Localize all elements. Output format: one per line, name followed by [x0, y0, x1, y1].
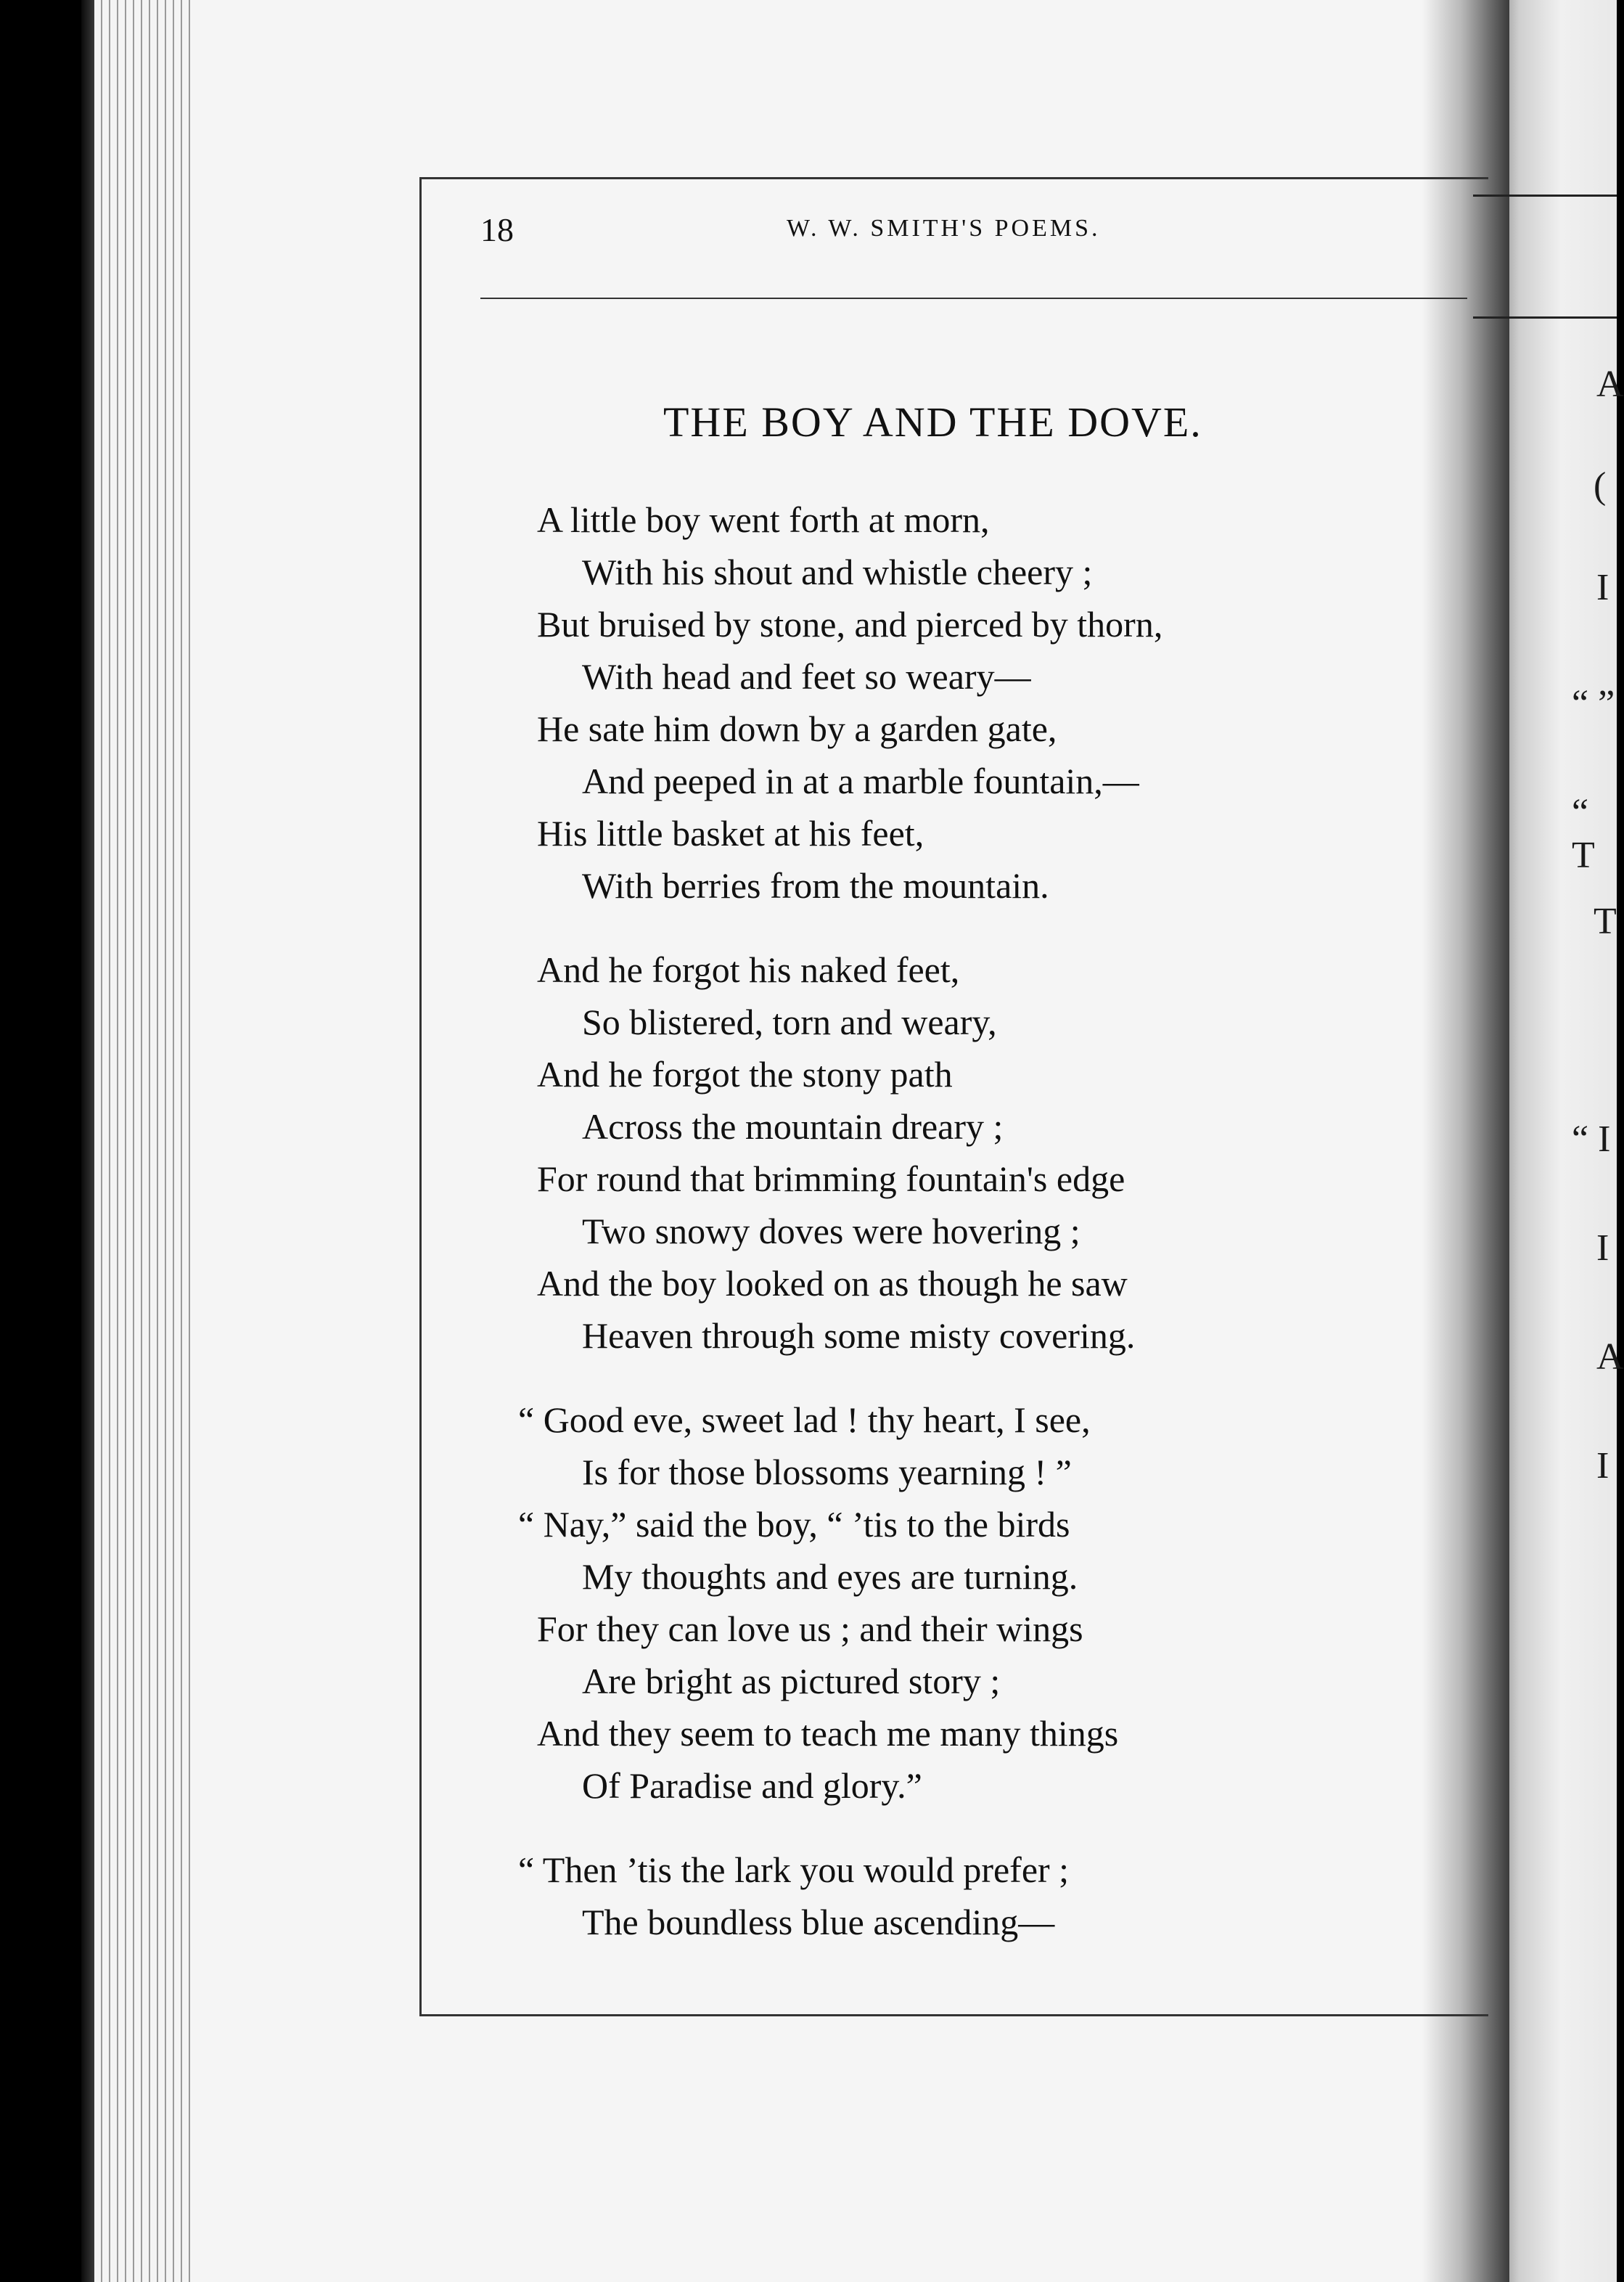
poem-line: With head and feet so weary—: [582, 656, 1031, 697]
running-head: [480, 210, 1467, 254]
facing-page-glyph: (: [1594, 465, 1607, 507]
facing-page-glyph: “ ”: [1572, 683, 1615, 724]
poem-line: With his shout and whistle cheery ;: [582, 552, 1093, 592]
poem-line: “ Nay,” said the boy, “ ’tis to the birds: [518, 1504, 1070, 1545]
stanza: [518, 1844, 1437, 1948]
poem-line: For round that brimming fountain's edge: [537, 1158, 1125, 1199]
poem-line: Of Paradise and glory.”: [582, 1765, 922, 1806]
poem-line: “ Good eve, sweet lad ! thy heart, I see,: [518, 1399, 1091, 1440]
header-rule: [480, 298, 1467, 299]
facing-page-rule: [1473, 316, 1617, 319]
poem-title: THE BOY AND THE DOVE.: [663, 398, 1202, 446]
poem-line: “ Then ’tis the lark you would prefer ;: [518, 1849, 1070, 1890]
poem-line: Across the mountain dreary ;: [582, 1106, 1004, 1147]
facing-page-glyph: T: [1594, 901, 1617, 942]
poem-line: He sate him down by a garden gate,: [537, 708, 1057, 749]
facing-page-glyph: I: [1596, 1445, 1609, 1486]
facing-page-glyph: “ T: [1572, 792, 1595, 876]
poem-line: Two snowy doves were hovering ;: [582, 1211, 1080, 1251]
facing-page-glyph: I: [1596, 1227, 1609, 1269]
poem-line: Heaven through some misty covering.: [582, 1315, 1136, 1356]
poem-line: And peeped in at a marble fountain,—: [582, 761, 1139, 801]
poem-line: My thoughts and eyes are turning.: [582, 1556, 1078, 1597]
stanza: [537, 494, 1437, 912]
facing-page-rule-top: [1473, 195, 1617, 197]
facing-page-glyph: I: [1596, 567, 1609, 608]
poem-line: His little basket at his feet,: [537, 813, 924, 854]
facing-page-glyph: A: [1596, 1336, 1624, 1378]
poem-line: But bruised by stone, and pierced by thorn,: [537, 604, 1163, 645]
poem-line: Is for those blossoms yearning ! ”: [582, 1452, 1072, 1492]
facing-page-glyph: “ I: [1572, 1118, 1611, 1160]
poem-line: With berries from the mountain.: [582, 865, 1049, 906]
poem-line: And he forgot his naked feet,: [537, 949, 960, 990]
poem-line: A little boy went forth at morn,: [537, 499, 990, 540]
poem-line: And he forgot the stony path: [537, 1054, 953, 1095]
stanza: [518, 1394, 1437, 1812]
poem-line: So blistered, torn and weary,: [582, 1002, 997, 1042]
poem-line: Are bright as pictured story ;: [582, 1661, 1001, 1701]
poem-body: [518, 494, 1437, 1980]
poem-line: And they seem to teach me many things: [537, 1713, 1119, 1754]
poem-line: And the boy looked on as though he saw: [537, 1263, 1128, 1304]
poem-line: For they can love us ; and their wings: [537, 1608, 1083, 1649]
book-title: W. W. SMITH'S POEMS.: [787, 215, 1101, 242]
stanza: [537, 944, 1437, 1362]
facing-page-glyph: A: [1596, 364, 1624, 405]
page-number: 18: [480, 211, 514, 248]
poem-line: The boundless blue ascending—: [582, 1902, 1055, 1942]
